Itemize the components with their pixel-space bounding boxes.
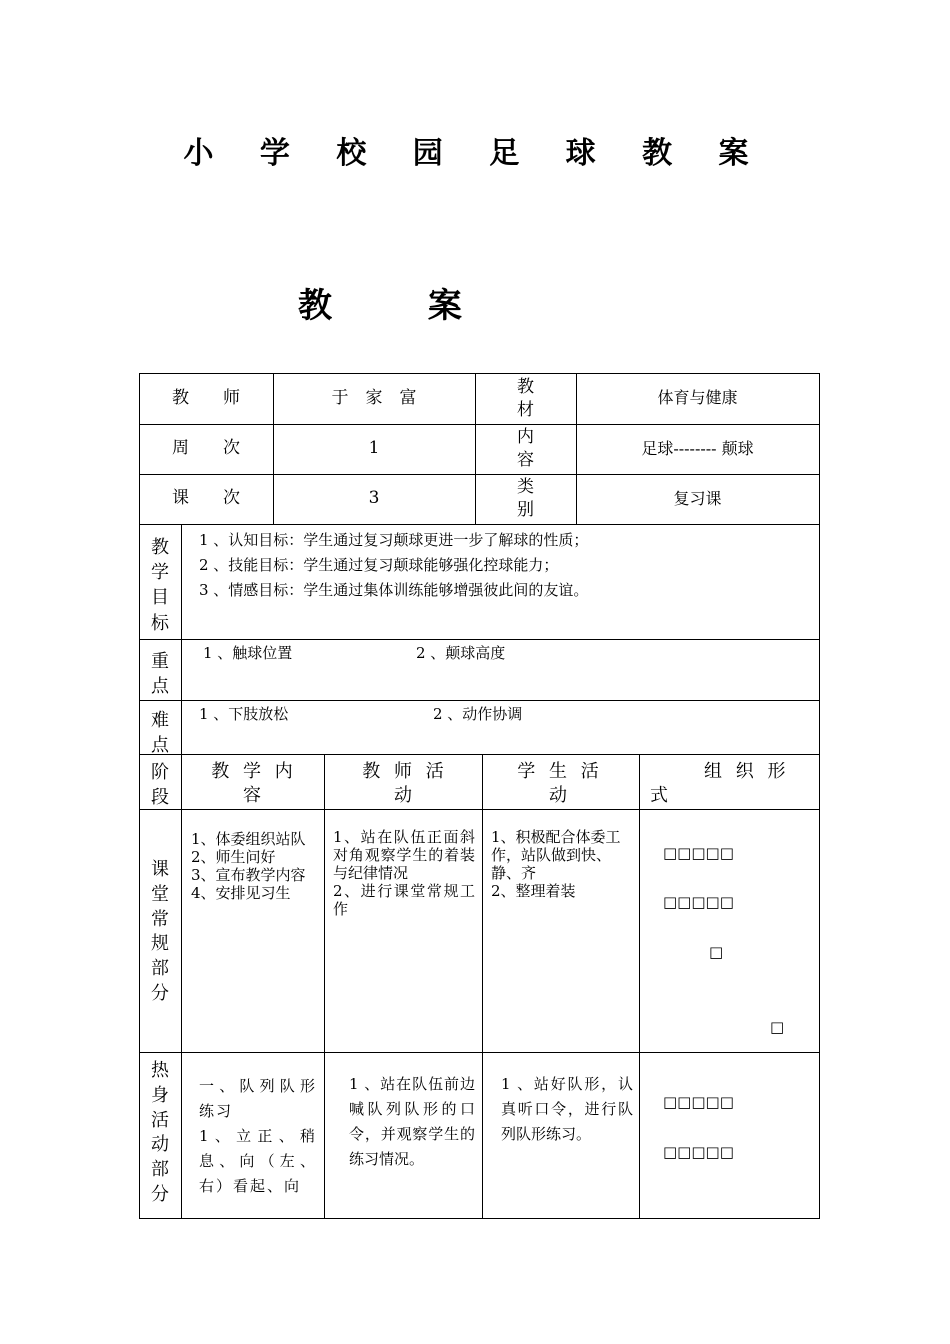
warmup-student-activity: 1 、站好队形，认真听口令，进行队列队形练习。 <box>501 1075 633 1143</box>
week-value: 1 <box>368 438 380 459</box>
teacher-position-icon: □ <box>709 943 724 961</box>
formation-row-icon: □□□□□ <box>663 1143 734 1161</box>
routine-content: 1、体委组织站队 2、师生问好 3、宣布教学内容 4、安排见习生 <box>191 830 306 902</box>
student-activity-header: 学 生 活 动 <box>517 761 603 807</box>
objectives-list <box>199 528 809 603</box>
section-routine-label: 课 堂 常 规 部 分 <box>151 859 169 1005</box>
routine-teacher-activity: 1、站在队伍正面斜对角观察学生的着装与纪律情况 2、进行课堂常规工作 <box>333 828 475 918</box>
key-point-2: 2 、颠球高度 <box>416 644 506 662</box>
formation-row-icon: □□□□□ <box>663 1093 734 1111</box>
organization-header: 组 织 形 式 <box>650 761 790 807</box>
objective-item: 2 、技能目标：学生通过复习颠球能够强化控球能力； <box>199 556 559 574</box>
material-value: 体育与健康 <box>657 388 738 408</box>
lesson-value: 3 <box>368 488 380 509</box>
key-point-1: 1 、触球位置 <box>203 644 293 662</box>
week-label: 周 次 <box>172 438 240 459</box>
type-value: 复习课 <box>673 488 722 508</box>
objective-item: 1 、认知目标：学生通过复习颠球更进一步了解球的性质； <box>199 531 589 549</box>
content-label: 内 容 <box>517 427 534 470</box>
teacher-label: 教 师 <box>172 387 240 408</box>
teacher-position-icon: □ <box>770 1018 785 1036</box>
routine-student-activity: 1、积极配合体委工作，站队做到快、静、齐 2、整理着装 <box>491 828 621 900</box>
objective-item: 3 、情感目标：学生通过集体训练能够增强彼此间的友谊。 <box>199 581 589 599</box>
teacher-activity-header: 教 师 活 动 <box>362 761 448 807</box>
section-warmup-label: 热 身 活 动 部 分 <box>151 1060 169 1206</box>
warmup-content: 一、队列队形练习 1、立正、稍息、向（左、右）看起、向 <box>199 1077 317 1195</box>
warmup-teacher-activity: 1 、站在队伍前边喊队列队形的口令，并观察学生的练习情况。 <box>349 1075 475 1168</box>
difficulties-label: 难 点 <box>151 710 169 757</box>
stage-header: 阶 段 <box>151 762 169 809</box>
document-subtitle: 教 案 <box>298 286 504 326</box>
material-label: 教 材 <box>517 376 534 420</box>
lesson-label: 课 次 <box>172 488 240 509</box>
formation-row-icon: □□□□□ <box>663 893 734 911</box>
type-label: 类 别 <box>517 477 534 520</box>
content-header: 教 学 内 容 <box>211 761 297 807</box>
key-points-label: 重 点 <box>151 651 169 698</box>
difficulty-2: 2 、动作协调 <box>433 705 523 723</box>
content-value: 足球-------- 颠球 <box>641 438 754 458</box>
difficulty-1: 1 、下肢放松 <box>199 705 289 723</box>
objectives-label: 教 学 目 标 <box>151 537 169 634</box>
teacher-value: 于 家 富 <box>331 387 417 408</box>
formation-row-icon: □□□□□ <box>663 844 734 862</box>
document-title: 小 学 校 园 足 球 教 案 <box>183 136 767 171</box>
